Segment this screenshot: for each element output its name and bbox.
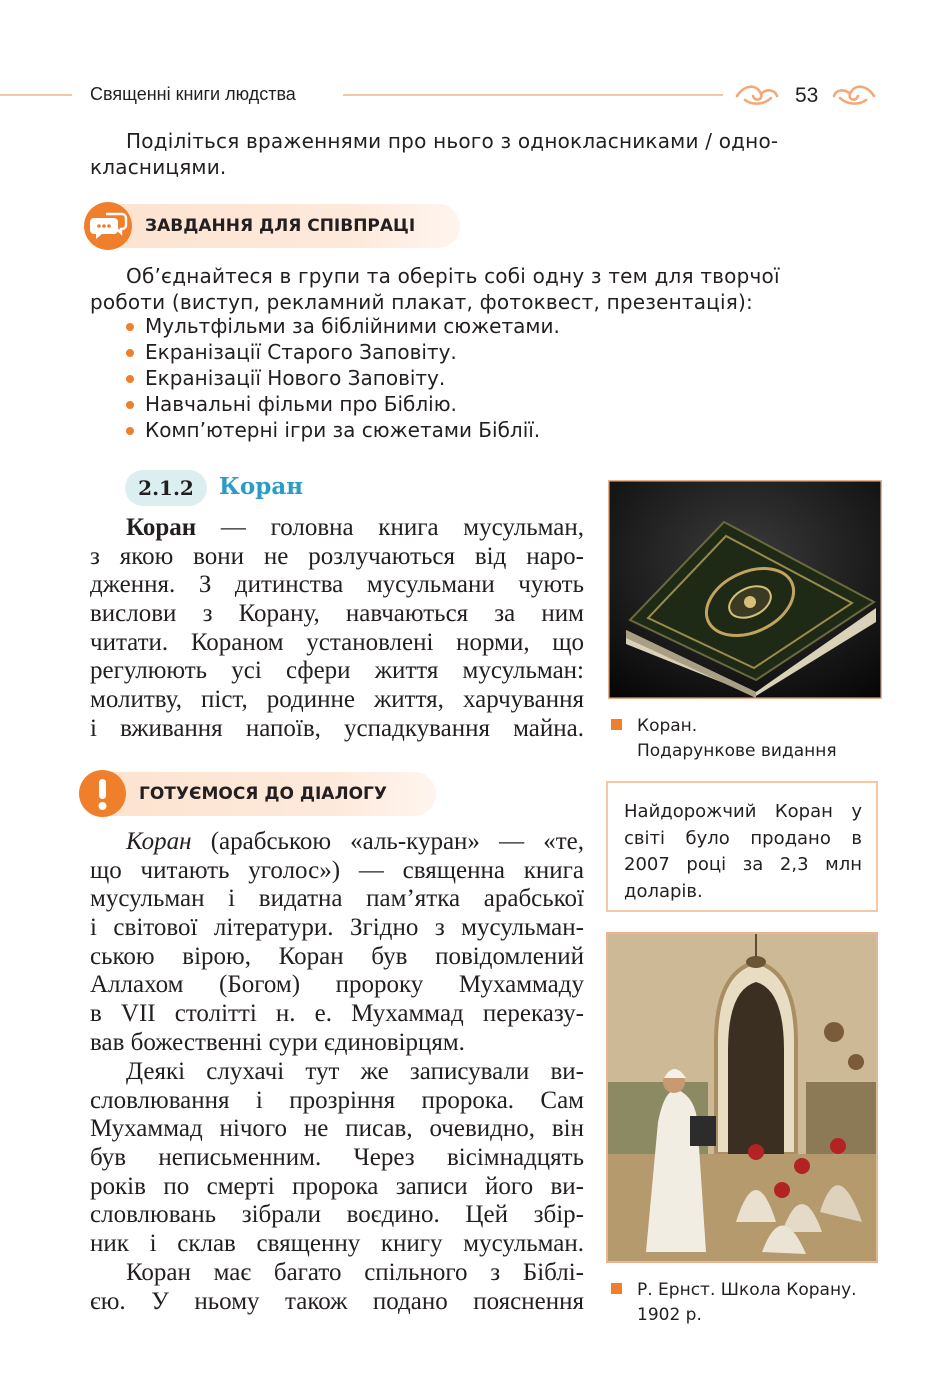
text-line: ською вірою, Коран був повідомлений bbox=[90, 942, 584, 970]
task-lead-line: роботи (виступ, рекламний плакат, фотоквест, презентація): bbox=[90, 290, 753, 314]
list-item-text: Мультфільми за біблійними сюжетами. bbox=[145, 314, 560, 338]
text-line: молитву, піст, родинне життя, харчування bbox=[90, 686, 584, 714]
text-line: був неписьменним. Через вісімнадцять bbox=[90, 1144, 584, 1172]
intro-line: Поділіться враженнями про нього з однокласниками / одно- bbox=[126, 129, 779, 153]
ornament-right-icon bbox=[832, 80, 876, 110]
text-span: (арабською «аль-куран» — «те, bbox=[191, 828, 584, 855]
caption-marker-icon bbox=[611, 1283, 622, 1294]
text-line: словлювань зібрали воєдино. Цей збір- bbox=[90, 1201, 584, 1229]
list-item bbox=[122, 391, 560, 417]
caption-marker-icon bbox=[611, 719, 622, 730]
caption-line: 1902 р. bbox=[637, 1305, 702, 1325]
quran-book-photo bbox=[608, 480, 882, 699]
list-item bbox=[122, 365, 560, 391]
bullet-dot-icon bbox=[126, 349, 134, 357]
text-line: що читають уголос») — священна книга bbox=[90, 856, 584, 884]
section-title: Коран bbox=[219, 473, 304, 500]
fact-line: світі було продано в bbox=[624, 827, 862, 849]
list-item bbox=[122, 417, 560, 443]
chat-bubbles-icon bbox=[84, 202, 132, 250]
text-line: років по смерті пророка записи його ви- bbox=[90, 1172, 584, 1200]
body-paragraph-3 bbox=[90, 1058, 584, 1259]
fact-line: Найдорожчий Коран у bbox=[624, 801, 862, 822]
text-line bbox=[90, 514, 584, 543]
task-lead-line: Об’єднайтеся в групи та оберіть собі одну з тем для творчої bbox=[126, 264, 780, 288]
task-banner-title: ЗАВДАННЯ ДЛЯ СПІВПРАЦІ bbox=[145, 216, 416, 236]
caption-line: Подарункове видання bbox=[637, 741, 837, 761]
caption-line: Коран. bbox=[637, 716, 698, 736]
text-line: вислови з Корану, навчаються за ним bbox=[90, 600, 584, 628]
list-item-text: Екранізації Нового Заповіту. bbox=[145, 366, 446, 390]
text-line: єю. У ньому також подано пояснення bbox=[90, 1287, 584, 1315]
text-line: і світової літератури. Згідно з мусульман- bbox=[90, 914, 584, 942]
header-rule-left bbox=[0, 94, 72, 96]
bullet-dot-icon bbox=[126, 401, 134, 409]
text-line bbox=[90, 828, 584, 857]
fact-box bbox=[606, 781, 878, 912]
body-paragraph-4 bbox=[90, 1259, 584, 1316]
caption-line: Р. Ернст. Школа Корану. bbox=[637, 1280, 857, 1300]
fact-text bbox=[624, 799, 862, 905]
italic-term: Коран bbox=[126, 828, 192, 855]
page-number: 53 bbox=[795, 84, 819, 107]
text-line: з якою вони не розлучаються від наро- bbox=[90, 542, 584, 570]
figure2-caption bbox=[637, 1278, 857, 1328]
text-line: в VII столітті н. е. Мухаммад переказу- bbox=[90, 1000, 584, 1028]
list-item-text: Комп’ютерні ігри за сюжетами Біблії. bbox=[145, 418, 541, 442]
text-line: Мухаммад нічого не писав, очевидно, він bbox=[90, 1115, 584, 1143]
text-line: словлювання і прозріння пророка. Сам bbox=[90, 1086, 584, 1114]
fact-line: 2007 році за 2,3 млн bbox=[624, 854, 862, 875]
ornament-left-icon bbox=[735, 80, 779, 110]
exclamation-icon bbox=[79, 770, 126, 817]
text-line: Аллахом (Богом) пророку Мухаммаду bbox=[90, 971, 584, 999]
intro-line: класницями. bbox=[90, 155, 227, 179]
text-line: ник і склав священну книгу мусульман. bbox=[90, 1230, 584, 1258]
figure1-caption bbox=[637, 714, 837, 764]
list-item bbox=[122, 339, 560, 365]
text-line: мусульман і видатна пам’ятка арабської bbox=[90, 885, 584, 913]
text-line: Коран має багато спільного з Біблі- bbox=[126, 1259, 584, 1286]
body-paragraph-2 bbox=[90, 828, 584, 1058]
text-line: і вживання напоїв, успадкування майна. bbox=[90, 714, 584, 742]
text-line: Деякі слухачі тут же записували ви- bbox=[126, 1058, 584, 1085]
bullet-dot-icon bbox=[126, 375, 134, 383]
section-number-badge: 2.1.2 bbox=[125, 470, 207, 506]
dialog-banner-title: ГОТУЄМОСЯ ДО ДІАЛОГУ bbox=[139, 784, 387, 804]
header-rule-middle bbox=[343, 94, 723, 96]
running-title: Священні книги людства bbox=[90, 84, 296, 104]
quran-school-painting bbox=[606, 932, 878, 1263]
text-line: читати. Кораном установлені норми, що bbox=[90, 628, 584, 656]
list-item-text: Навчальні фільми про Біблію. bbox=[145, 392, 457, 416]
bold-term: Коран bbox=[126, 514, 197, 541]
bullet-dot-icon bbox=[126, 427, 134, 435]
fact-line: доларів. bbox=[624, 880, 703, 902]
list-item bbox=[122, 313, 560, 339]
text-line: регулюють усі сфери життя мусульман: bbox=[90, 657, 584, 685]
text-line: вав божественні сури єдиновірцям. bbox=[90, 1028, 465, 1056]
bullet-dot-icon bbox=[126, 323, 134, 331]
intro-paragraph bbox=[90, 128, 832, 180]
list-item-text: Екранізації Старого Заповіту. bbox=[145, 340, 457, 364]
task-lead bbox=[90, 263, 832, 315]
topic-list bbox=[122, 313, 560, 443]
text-line: дження. З дитинства мусульмани чують bbox=[90, 571, 584, 599]
body-paragraph-1 bbox=[90, 514, 584, 744]
text-span: — головна книга мусульман, bbox=[196, 514, 584, 541]
